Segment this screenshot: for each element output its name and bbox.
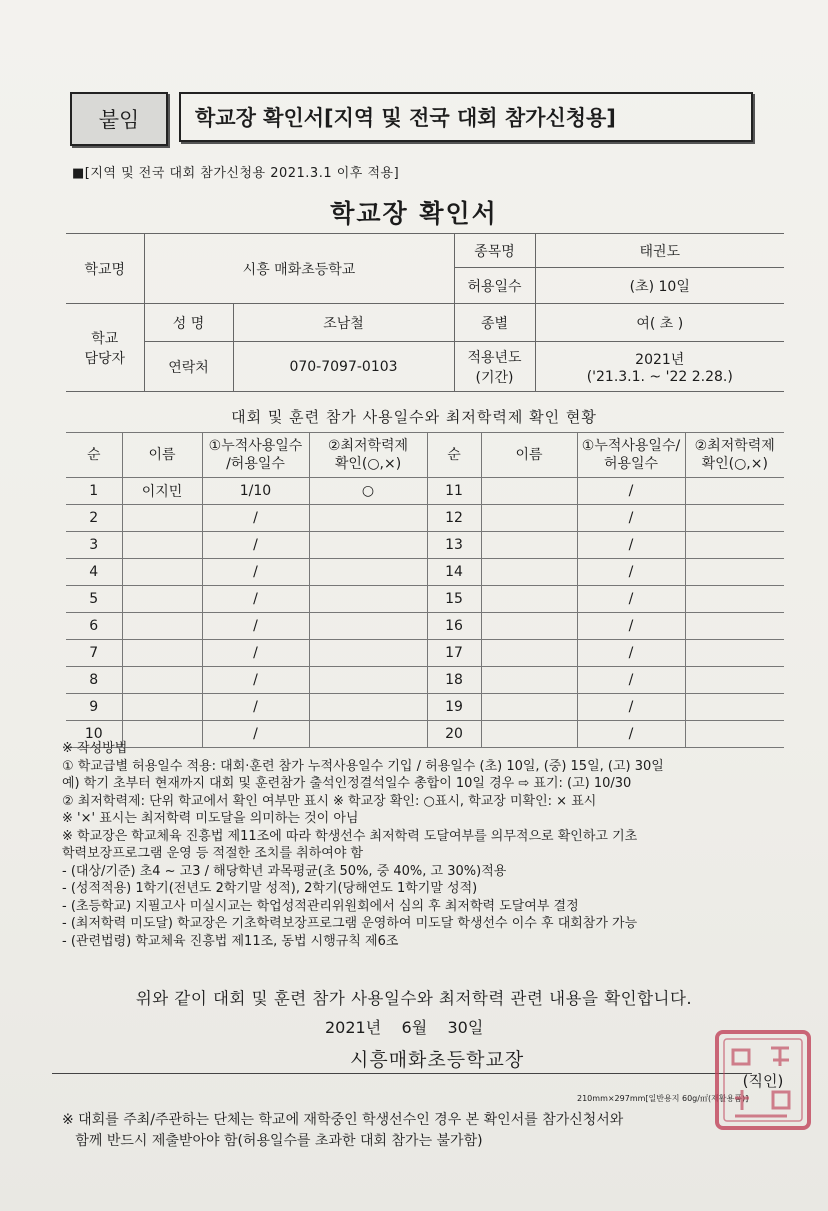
roster-row bbox=[66, 532, 784, 559]
school-label: 학교명 bbox=[66, 234, 144, 304]
student-name-left bbox=[122, 505, 202, 532]
document-title: 학교장 확인서 bbox=[330, 199, 498, 228]
days-right: / bbox=[577, 694, 685, 721]
roster-row bbox=[66, 613, 784, 640]
gender-value: 여( 초 ) bbox=[535, 304, 784, 342]
row-number-right: 13 bbox=[427, 532, 481, 559]
row-number-right: 17 bbox=[427, 640, 481, 667]
divider bbox=[52, 1073, 752, 1074]
header-no-right: 순 bbox=[427, 433, 481, 478]
header-days-left: ①누적사용일수 /허용일수 bbox=[202, 433, 309, 478]
name-value: 조남철 bbox=[233, 304, 454, 342]
manager-label bbox=[66, 304, 144, 392]
row-number-right: 19 bbox=[427, 694, 481, 721]
student-name-right bbox=[481, 640, 577, 667]
writing-instructions bbox=[62, 740, 802, 950]
days-left: / bbox=[202, 640, 309, 667]
days-left: / bbox=[202, 694, 309, 721]
row-number-right: 11 bbox=[427, 478, 481, 505]
name-label: 성 명 bbox=[144, 304, 233, 342]
roster-row bbox=[66, 640, 784, 667]
year-label bbox=[454, 342, 535, 392]
check-right bbox=[685, 694, 784, 721]
row-number-left: 9 bbox=[66, 694, 122, 721]
check-right bbox=[685, 640, 784, 667]
student-name-left: 이지민 bbox=[122, 478, 202, 505]
attachment-label: 붙임 bbox=[70, 92, 168, 146]
header-days-right: ①누적사용일수/ 허용일수 bbox=[577, 433, 685, 478]
student-name-right bbox=[481, 532, 577, 559]
check-left: ○ bbox=[309, 478, 427, 505]
student-name-right bbox=[481, 694, 577, 721]
note-line: 학력보장프로그램 운영 등 적절한 조치를 취하여야 함 bbox=[62, 846, 364, 861]
row-number-right: 15 bbox=[427, 586, 481, 613]
student-name-right bbox=[481, 559, 577, 586]
days-right: / bbox=[577, 586, 685, 613]
contact-label: 연락처 bbox=[144, 342, 233, 392]
seal-label: (직인) bbox=[742, 1072, 784, 1090]
event-value: 태권도 bbox=[535, 234, 784, 268]
form-title: 학교장 확인서[지역 및 전국 대회 참가신청용] bbox=[179, 92, 753, 142]
year-value-line1: 2021년 bbox=[635, 351, 685, 368]
check-left bbox=[309, 613, 427, 640]
year-label-line2: (기간) bbox=[475, 369, 514, 386]
row-number-left: 1 bbox=[66, 478, 122, 505]
days-right: / bbox=[577, 640, 685, 667]
check-left bbox=[309, 667, 427, 694]
student-name-right bbox=[481, 505, 577, 532]
row-number-left: 6 bbox=[66, 613, 122, 640]
header-check-right: ②최저학력제 확인(○,×) bbox=[685, 433, 784, 478]
check-right bbox=[685, 478, 784, 505]
roster-row bbox=[66, 694, 784, 721]
note-line: - (대상/기준) 초4 ~ 고3 / 해당학년 과목평균(초 50%, 중 40%, 고 30%)적용 bbox=[62, 863, 507, 879]
manager-label-line2: 담당자 bbox=[84, 350, 126, 367]
row-number-right: 14 bbox=[427, 559, 481, 586]
check-right bbox=[685, 613, 784, 640]
roster-title: 대회 및 훈련 참가 사용일수와 최저학력제 확인 현황 bbox=[231, 408, 597, 426]
row-number-right: 16 bbox=[427, 613, 481, 640]
row-number-left: 7 bbox=[66, 640, 122, 667]
roster-row bbox=[66, 478, 784, 505]
days-left: / bbox=[202, 559, 309, 586]
row-number-right: 20 bbox=[427, 721, 481, 748]
roster-table bbox=[66, 432, 784, 748]
gender-label: 종별 bbox=[454, 304, 535, 342]
days-right: / bbox=[577, 559, 685, 586]
note-line: - (관련법령) 학교체육 진흥법 제11조, 동법 시행규칙 제6조 bbox=[62, 933, 399, 949]
check-right bbox=[685, 559, 784, 586]
roster-row bbox=[66, 505, 784, 532]
days-right: / bbox=[577, 532, 685, 559]
footer-line-2: 함께 반드시 제출받아야 함(허용일수를 초과한 대회 참가는 불가함) bbox=[62, 1133, 483, 1149]
check-left bbox=[309, 694, 427, 721]
confirmation-statement: 위와 같이 대회 및 훈련 참가 사용일수와 최저학력 관련 내용을 확인합니다. bbox=[135, 989, 693, 1008]
check-left bbox=[309, 586, 427, 613]
row-number-left: 10 bbox=[66, 721, 122, 748]
row-number-left: 2 bbox=[66, 505, 122, 532]
check-right bbox=[685, 667, 784, 694]
days-right: / bbox=[577, 505, 685, 532]
student-name-left bbox=[122, 640, 202, 667]
check-right bbox=[685, 586, 784, 613]
student-name-left bbox=[122, 694, 202, 721]
days-left: / bbox=[202, 667, 309, 694]
days-left: / bbox=[202, 613, 309, 640]
row-number-left: 8 bbox=[66, 667, 122, 694]
note-line: - (초등학교) 지필고사 미실시교는 학업성적관리위원회에서 심의 후 최저학력 도달여부 결정 bbox=[62, 898, 579, 914]
student-name-left bbox=[122, 667, 202, 694]
header-no-left: 순 bbox=[66, 433, 122, 478]
days-left: / bbox=[202, 505, 309, 532]
issue-date: 2021년 6월 30일 bbox=[325, 1018, 484, 1037]
days-right: / bbox=[577, 478, 685, 505]
check-left bbox=[309, 505, 427, 532]
note-line: ※ '×' 표시는 최저학력 미도달을 의미하는 것이 아님 bbox=[62, 811, 359, 826]
days-right: / bbox=[577, 667, 685, 694]
header-name-right: 이름 bbox=[481, 433, 577, 478]
note-line: - (성적적용) 1학기(전년도 2학기말 성적), 2학기(당해연도 1학기말 성적) bbox=[62, 881, 478, 896]
row-number-left: 3 bbox=[66, 532, 122, 559]
year-value bbox=[535, 342, 784, 392]
days-left: / bbox=[202, 532, 309, 559]
year-value-line2: ('21.3.1. ~ '22 2.28.) bbox=[586, 368, 733, 385]
days-left: / bbox=[202, 586, 309, 613]
row-number-right: 12 bbox=[427, 505, 481, 532]
days-label: 허용일수 bbox=[454, 268, 535, 304]
year-label-line1: 적용년도 bbox=[467, 349, 522, 366]
student-name-right bbox=[481, 478, 577, 505]
roster-row bbox=[66, 667, 784, 694]
note-line: ① 학교급별 허용일수 적용: 대회·훈련 참가 누적사용일수 기입 / 허용일수 (초) 10일, (중) 15일, (고) 30일 bbox=[62, 758, 664, 774]
manager-label-line1: 학교 bbox=[91, 330, 119, 347]
header-name-left: 이름 bbox=[122, 433, 202, 478]
roster-row bbox=[66, 559, 784, 586]
notes-heading: ※ 작성방법 bbox=[62, 741, 128, 756]
event-label: 종목명 bbox=[454, 234, 535, 268]
check-left bbox=[309, 532, 427, 559]
check-right bbox=[685, 505, 784, 532]
student-name-right bbox=[481, 586, 577, 613]
student-name-left bbox=[122, 586, 202, 613]
row-number-left: 4 bbox=[66, 559, 122, 586]
days-right: / bbox=[577, 721, 685, 748]
check-left bbox=[309, 559, 427, 586]
student-name-left bbox=[122, 532, 202, 559]
student-name-left bbox=[122, 559, 202, 586]
row-number-left: 5 bbox=[66, 586, 122, 613]
check-right bbox=[685, 532, 784, 559]
info-table bbox=[66, 233, 784, 392]
roster-row bbox=[66, 586, 784, 613]
roster-body bbox=[66, 478, 784, 748]
header-check-left: ②최저학력제 확인(○,×) bbox=[309, 433, 427, 478]
school-value: 시흥 매화초등학교 bbox=[144, 234, 454, 304]
applicability-note: ■[지역 및 전국 대회 참가신청용 2021.3.1 이후 적용] bbox=[72, 166, 400, 181]
student-name-right bbox=[481, 613, 577, 640]
note-line: - (최저학력 미도달) 학교장은 기초학력보장프로그램 운영하여 미도달 학생선수 이수 후 대회참가 가능 bbox=[62, 916, 638, 931]
days-left: 1/10 bbox=[202, 478, 309, 505]
footer-note bbox=[62, 1110, 802, 1152]
days-left: / bbox=[202, 721, 309, 748]
principal-signature-line: 시흥매화초등학교장 bbox=[350, 1049, 525, 1071]
footer-line-1: ※ 대회를 주최/주관하는 단체는 학교에 재학중인 학생선수인 경우 본 확인서를 참가신청서와 bbox=[62, 1112, 624, 1128]
student-name-left bbox=[122, 613, 202, 640]
check-left bbox=[309, 640, 427, 667]
row-number-right: 18 bbox=[427, 667, 481, 694]
days-value: (초) 10일 bbox=[535, 268, 784, 304]
days-right: / bbox=[577, 613, 685, 640]
contact-value: 070-7097-0103 bbox=[233, 342, 454, 392]
note-line: 예) 학기 초부터 현재까지 대회 및 훈련참가 출석인정결석일수 총합이 10일 경우 ⇨ 표기: (고) 10/30 bbox=[62, 776, 632, 791]
note-line: ※ 학교장은 학교체육 진흥법 제11조에 따라 학생선수 최저학력 도달여부를 의무적으로 확인하고 기초 bbox=[62, 828, 638, 844]
paper-spec: 210mm×297mm[일반용지 60g/㎡(재활용품)] bbox=[577, 1094, 749, 1103]
student-name-right bbox=[481, 667, 577, 694]
note-line: ② 최저학력제: 단위 학교에서 확인 여부만 표시 ※ 학교장 확인: ○표시, 학교장 미확인: × 표시 bbox=[62, 793, 597, 809]
